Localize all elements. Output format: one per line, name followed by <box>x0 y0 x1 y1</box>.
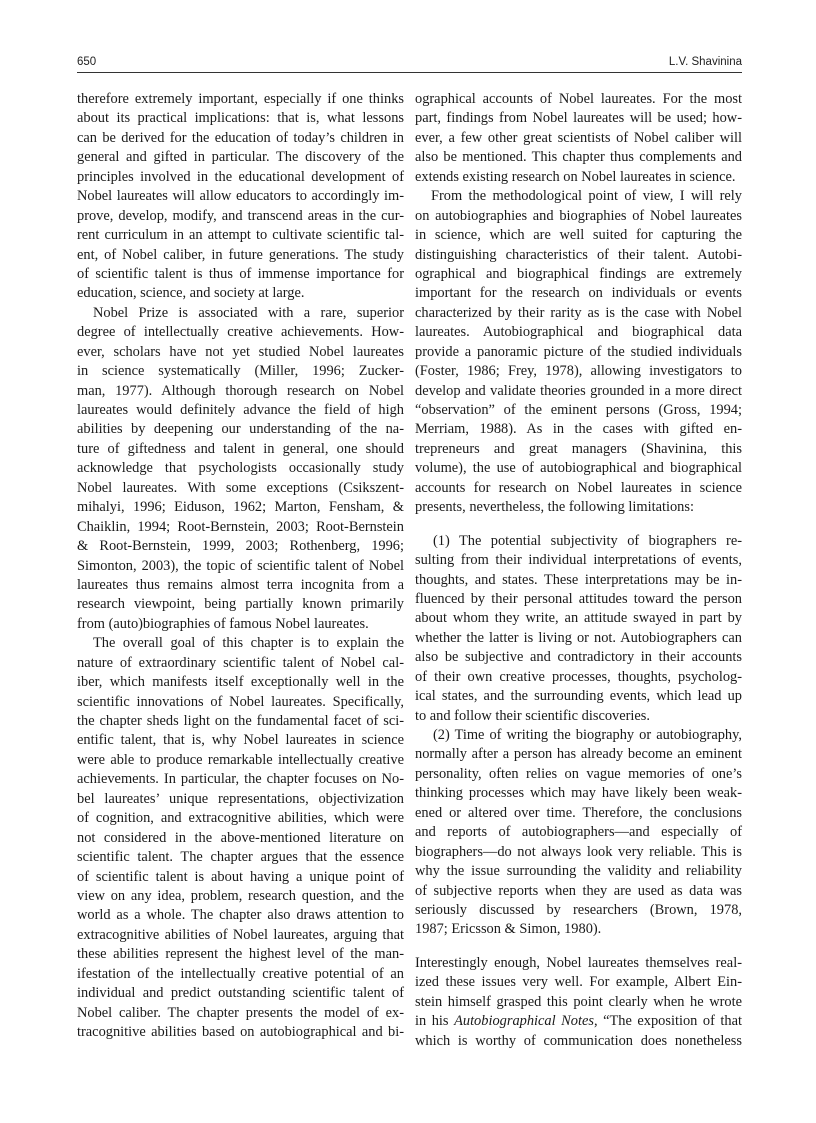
text-line: personality, often relies on vague memories of one’s <box>415 765 742 782</box>
text-line: in science, which are well suited for capturing the <box>415 227 742 244</box>
text-line: Nobel laureates will allow educators to accordingly im- <box>77 188 404 205</box>
text-line: research viewpoint, being partially known primarily <box>77 596 404 613</box>
paragraph <box>415 532 742 726</box>
text-line: characterized by their rarity as is the case with Nobel <box>415 304 742 321</box>
text-line: ever, scholars have not yet studied Nobel laureates <box>77 343 404 360</box>
text-line: can be derived for the education of today’s children in <box>77 129 404 146</box>
text-line: provide a panoramic picture of the studied individuals <box>415 343 742 360</box>
text-line: also be subjective and contradictory in their accounts <box>415 649 742 666</box>
text-line: extends existing research on Nobel laureates in science. <box>415 168 736 185</box>
text-line: which is worthy of communication does nonetheless <box>415 1032 742 1049</box>
text-line: thoughts, and states. These interpretations may be in- <box>415 571 742 588</box>
text-line: important for the research on individuals or events <box>415 285 742 302</box>
text-line: biographers—do not always look very reliable. This is <box>415 843 742 860</box>
text-line: extracognitive abilities of Nobel laureates, arguing that <box>77 926 404 943</box>
text-line: nature of extraordinary scientific talent of Nobel cal- <box>77 654 404 671</box>
text-line: ture of giftedness and talent in general, one should <box>77 440 404 457</box>
text-line: normally after a person has already become an eminent <box>415 746 742 763</box>
text-line: mihalyi, 1996; Eiduson, 1962; Marton, Fensham, & <box>77 499 404 516</box>
text-line: were able to produce remarkable intellectually creative <box>77 751 404 768</box>
text-line: ever, a few other great scientists of Nobel caliber will <box>415 129 742 146</box>
text-line: Nobel laureates. With some exceptions (Csikszent- <box>77 479 404 496</box>
text-line: principles involved in the educational development of <box>77 168 404 185</box>
text-line: presents, nevertheless, the following limitations: <box>415 499 694 516</box>
text-line: individual and predict outstanding scientific talent of <box>77 985 404 1002</box>
text-line: about whom they write, an attitude swayed in part by <box>415 610 742 627</box>
text-line: about its practical implications: that is, what lessons <box>77 110 404 127</box>
paragraph <box>415 954 742 1051</box>
text-line: fluenced by their personal attitudes toward the person <box>415 590 742 607</box>
text-line: of subjective reports when they are used as data was <box>415 882 742 899</box>
text-line: on autobiographies and biographies of Nobel laureates <box>415 207 742 224</box>
text-line: the chapter sheds light on the fundamental facet of sci- <box>77 713 404 729</box>
page-number: 650 <box>77 56 97 68</box>
text-line: why the issue surrounding the validity and reliability <box>415 863 742 880</box>
text-line: ifestation of the intellectually creative potential of an <box>77 965 404 982</box>
text-line: rent curriculum in an attempt to cultivate scientific tal- <box>77 227 404 244</box>
header-rule <box>77 72 742 73</box>
text-line: Nobel Prize is associated with a rare, superior <box>93 304 404 321</box>
text-line: volume), the use of autobiographical and biographical <box>415 460 742 477</box>
text-line: thinking processes which may have likely been weak- <box>415 785 742 802</box>
text-line: accounts for research on Nobel laureates in science <box>415 479 742 496</box>
text-line: abilities by deepening our understanding of the na- <box>77 421 404 438</box>
text-line: not considered in the above-mentioned literature on <box>77 829 404 846</box>
text-line: 1987; Ericsson & Simon, 1980). <box>415 921 602 938</box>
text-line: The overall goal of this chapter is to explain the <box>93 635 404 652</box>
text-line: of scientific talent is thus of immense importance for <box>77 265 404 282</box>
text-line: of their own creative processes, thoughts, psycholog- <box>415 668 742 685</box>
text-line: general and gifted in particular. The discovery of the <box>77 149 404 166</box>
text-line: view on any idea, problem, research question, and the <box>77 887 404 904</box>
text-line: “observation” of the eminent persons (Gross, 1994; <box>415 402 742 418</box>
text-line: part, findings from Nobel laureates will be used; how- <box>415 110 742 127</box>
text-line: seriously discussed by researchers (Brown, 1978, <box>415 901 742 918</box>
paragraph <box>415 90 742 187</box>
text-line: iber, which manifests itself exceptionally well in the <box>77 674 404 691</box>
paragraph <box>77 304 404 634</box>
text-segment: in his <box>415 1013 455 1030</box>
text-line: and reports of autobiographers—and especially of <box>415 824 742 841</box>
left-column <box>77 90 404 1042</box>
text-line: ical states, and the surrounding events, which lead up <box>415 688 742 705</box>
text-line: from (auto)biographies of famous Nobel laureates. <box>77 615 369 632</box>
text-line: ographical and biographical findings are extremely <box>415 265 742 282</box>
text-line: & Root-Bernstein, 1999, 2003; Rothenberg, 1996; <box>77 538 404 555</box>
right-column <box>415 90 742 1051</box>
text-line: ographical accounts of Nobel laureates. For the most <box>415 91 742 107</box>
text-line: develop and validate theories grounded in a more direct <box>415 382 742 399</box>
paragraph <box>415 726 742 940</box>
text-line: Nobel caliber. The chapter presents the model of ex- <box>77 1004 404 1021</box>
text-line: also be mentioned. This chapter thus complements and <box>415 149 742 166</box>
text-line: ened or altered over time. Therefore, the conclusions <box>415 804 742 821</box>
text-line: From the methodological point of view, I will rely <box>431 188 742 205</box>
text-line: (1) The potential subjectivity of biographers re- <box>433 532 742 549</box>
text-line: education, science, and society at large. <box>77 285 305 302</box>
text-line: (2) Time of writing the biography or autobiography, <box>433 727 742 743</box>
italic-title: Autobiographical Notes <box>454 1013 594 1030</box>
text-line: achievements. In particular, the chapter focuses on No- <box>77 771 404 788</box>
text-line: Simonton, 2003), the topic of scientific talent of Nobel <box>77 557 404 574</box>
text-line: in science systematically (Miller, 1996; Zucker- <box>77 363 404 380</box>
text-line: ized these issues very well. For example, Albert Ein- <box>415 974 742 991</box>
text-line: laureates would definitely advance the field of high <box>77 402 404 418</box>
paragraph <box>77 90 404 304</box>
text-line: Chaiklin, 1994; Root-Bernstein, 2003; Root-Bernstein <box>77 518 404 535</box>
text-line: world as a whole. The chapter also draws attention to <box>77 907 404 924</box>
paragraph <box>415 187 742 517</box>
text-line: bel laureates’ unique representations, objectivization <box>77 790 404 807</box>
text-line: scientific talent. The chapter argues that the essence <box>77 849 404 866</box>
text-line: laureates thus remains almost terra incognita from a <box>77 576 404 593</box>
text-line: of cognition, and extracognitive abilities, which were <box>77 810 404 827</box>
text-line: scientific innovations of Nobel laureates. Specifically, <box>77 693 404 710</box>
text-line: Merriam, 1988). As in the cases with gifted en- <box>415 421 742 438</box>
text-line: Interestingly enough, Nobel laureates themselves real- <box>415 954 742 971</box>
text-line: whether the latter is living or not. Autobiographers can <box>415 629 742 646</box>
text-line: of scientific talent is about having a unique point of <box>77 868 404 885</box>
text-segment: , “The exposition of that <box>593 1013 742 1030</box>
text-line: to and follow their scientific discoveries. <box>415 707 650 724</box>
text-line: these abilities represent the highest level of the man- <box>77 946 404 963</box>
text-line <box>415 1012 742 1031</box>
text-line: prove, develop, modify, and transcend areas in the cur- <box>77 207 404 224</box>
text-line: man, 1977). Although thorough research on Nobel <box>77 382 404 399</box>
text-line: ent, of Nobel caliber, in future generations. The study <box>77 246 404 263</box>
text-line: distinguishing characteristics of their talent. Autobi- <box>415 246 742 263</box>
text-line: tracognitive abilities based on autobiographical and bi- <box>77 1024 404 1040</box>
text-line: sulting from their individual interpretations of events, <box>415 552 742 569</box>
text-line: degree of intellectually creative achievements. How- <box>77 324 404 341</box>
running-head-author: L.V. Shavinina <box>668 56 742 68</box>
text-line: acknowledge that psychologists occasionally study <box>77 460 404 477</box>
text-line: (Foster, 1986; Frey, 1978), allowing investigators to <box>415 363 742 380</box>
text-line: laureates. Autobiographical and biographical data <box>415 324 742 341</box>
paragraph <box>77 634 404 1042</box>
text-line: trepreneurs and great managers (Shavinina, this <box>415 440 742 457</box>
text-line: therefore extremely important, especially if one thinks <box>77 91 404 107</box>
text-line: stein himself grasped this point clearly when he wrote <box>415 993 742 1010</box>
text-line: entific talent, that is, why Nobel laureates in science <box>77 732 404 749</box>
